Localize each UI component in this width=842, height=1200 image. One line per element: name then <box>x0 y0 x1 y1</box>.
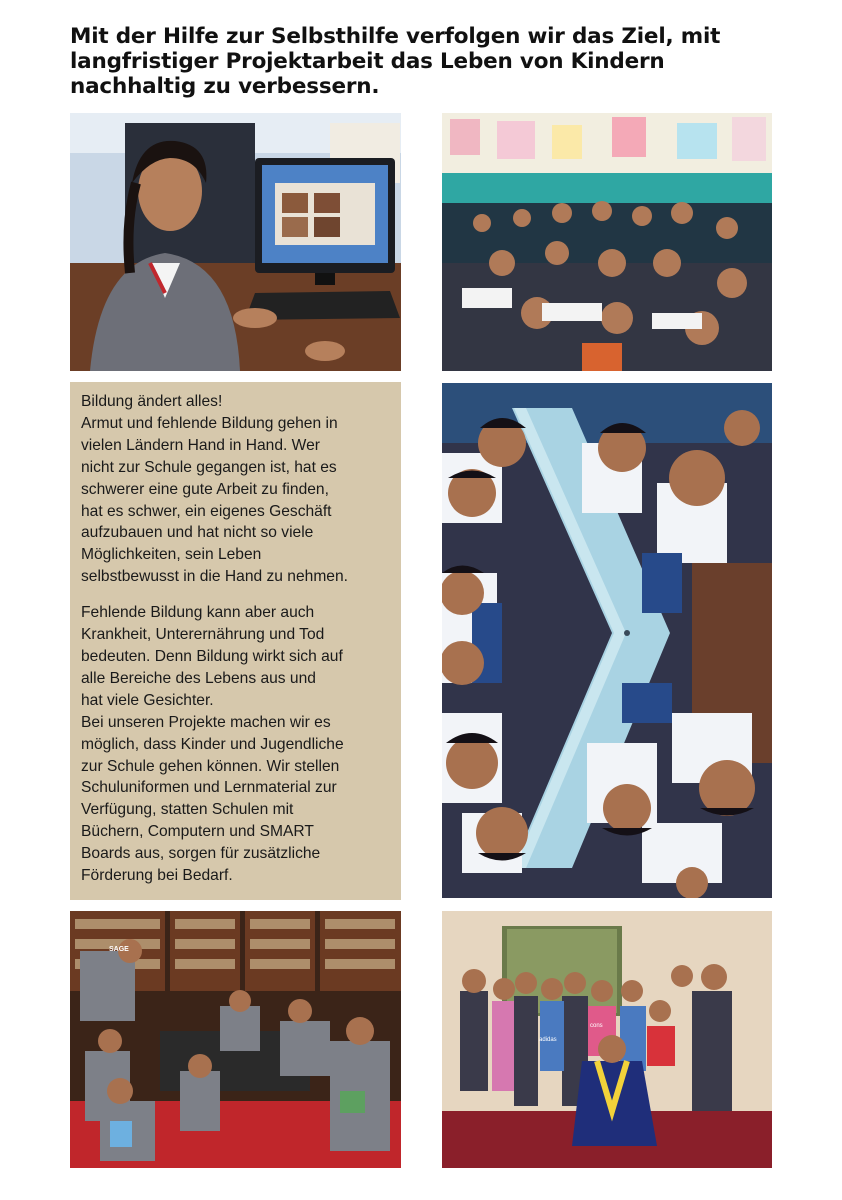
photo-group <box>442 911 772 1168</box>
text-line: Bildung ändert alles! <box>81 393 223 410</box>
text-line: Verfügung, statten Schulen mit <box>81 801 294 819</box>
headline-line: Mit der Hilfe zur Selbsthilfe verfolgen wir das Ziel, mit <box>70 24 721 49</box>
headline <box>70 24 790 99</box>
text-line: Boards aus, sorgen für zusätzliche <box>81 845 321 863</box>
text-line: Möglichkeiten, sein Leben <box>81 546 262 564</box>
text-line: selbstbewusst in die Hand zu nehmen. <box>81 568 348 586</box>
text-line: aufzubauen und hat nicht so viele <box>81 524 314 542</box>
headline-line: nachhaltig zu verbessern. <box>70 74 380 99</box>
text-line: Bei unseren Projekte machen wir es <box>81 713 331 731</box>
text-line: bedeuten. Denn Bildung wirkt sich auf <box>81 647 343 665</box>
text-line: nicht zur Schule gegangen ist, hat es <box>81 458 337 476</box>
text-line: alle Bereiche des Lebens aus und <box>81 669 316 687</box>
text-line: hat es schwer, ein eigenes Geschäft <box>81 502 332 520</box>
shirt-text: adidas <box>539 1037 557 1043</box>
headline-line: langfristiger Projektarbeit das Leben von Kindern <box>70 49 665 74</box>
paragraph <box>81 602 393 887</box>
paragraph <box>81 391 393 588</box>
text-line: Armut und fehlende Bildung gehen in <box>81 414 338 432</box>
text-line: Krankheit, Unterernährung und Tod <box>81 626 325 644</box>
shirt-logo-text: SAGE <box>109 946 129 953</box>
photo-children-around-table <box>442 383 772 898</box>
photo-girl-at-computer <box>70 113 401 371</box>
text-line: schwerer eine gute Arbeit zu finden, <box>81 480 329 498</box>
text-line: möglich, dass Kinder und Jugendliche <box>81 735 344 753</box>
text-line: Fehlende Bildung kann aber auch <box>81 604 315 622</box>
text-line: hat viele Gesichter. <box>81 691 214 709</box>
text-line: Büchern, Computern und SMART <box>81 823 314 841</box>
text-line: Schuluniformen und Lernmaterial zur <box>81 779 337 797</box>
shirt-text: cons <box>590 1023 603 1029</box>
photo-classroom <box>442 113 772 371</box>
text-line: Förderung bei Bedarf. <box>81 867 233 885</box>
text-line: zur Schule gehen können. Wir stellen <box>81 757 340 775</box>
text-line: vielen Ländern Hand in Hand. Wer <box>81 436 320 454</box>
text-box <box>70 382 401 900</box>
